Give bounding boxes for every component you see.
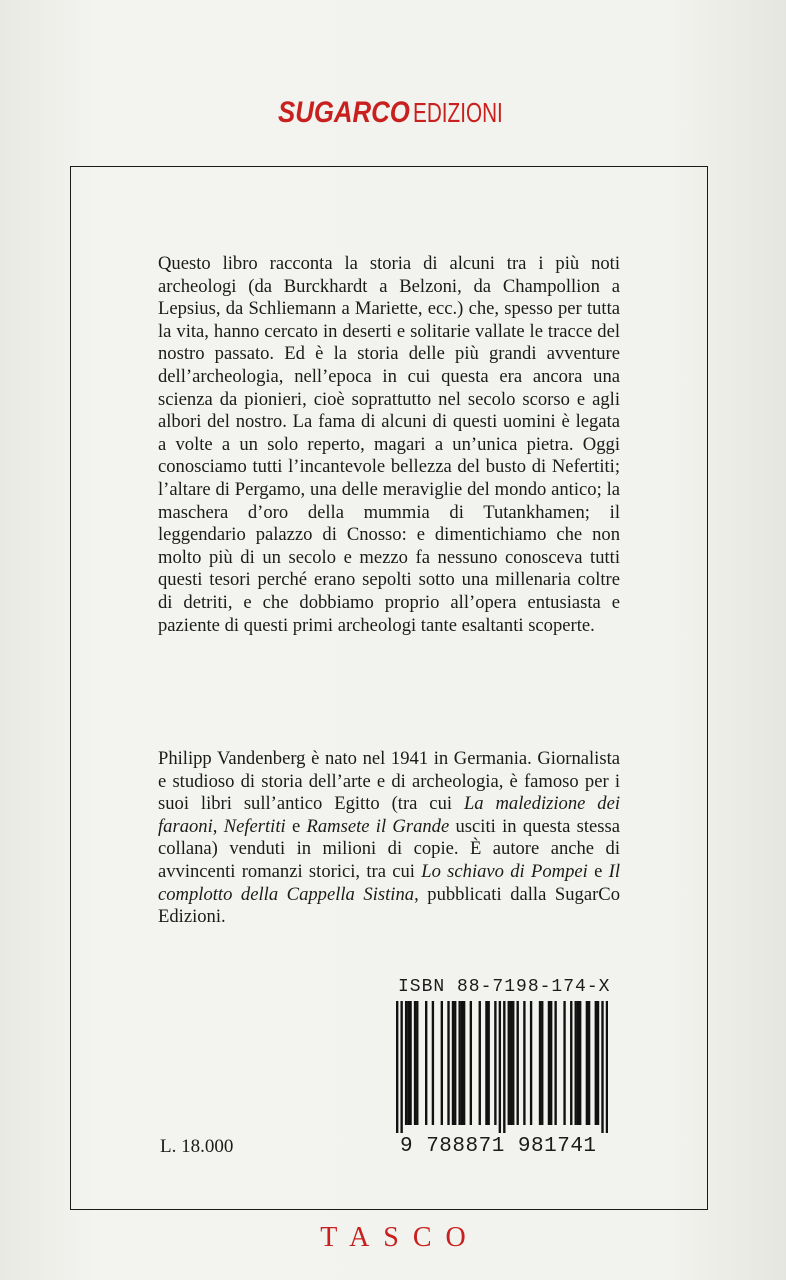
barcode-bar	[463, 1001, 465, 1125]
barcode-bar	[550, 1001, 552, 1125]
ean-digits: 9 788871 981741	[400, 1135, 597, 1158]
book-title: La maledizione dei faraoni	[158, 793, 620, 837]
barcode-bar	[405, 1001, 407, 1125]
book-title: Il complotto della Cappella Sistina	[158, 860, 620, 905]
barcode-bar	[499, 1001, 501, 1133]
barcode-bar	[577, 1001, 579, 1125]
barcode-bar	[606, 1001, 608, 1133]
publisher-logo	[278, 96, 535, 136]
barcode-bar	[503, 1001, 505, 1133]
barcode-bar	[414, 1001, 416, 1125]
series-name: TASCO	[320, 1222, 480, 1253]
book-title: Lo schiavo di Pompei	[421, 860, 588, 882]
book-title: Ramsete il Grande	[306, 815, 450, 837]
barcode-bar	[508, 1001, 510, 1125]
barcode-bar	[458, 1001, 460, 1125]
barcode-bar	[595, 1001, 597, 1125]
price: L. 18.000	[160, 1136, 234, 1157]
book-title: Nefertiti	[223, 815, 286, 837]
author-bio	[158, 748, 620, 929]
barcode-bar	[479, 1001, 481, 1125]
publisher-logo-light: EDIZIONI	[413, 97, 504, 128]
barcode-bar	[579, 1001, 581, 1125]
book-description: Questo libro racconta la storia di alcuni tra i più noti archeologi (da Burckhardt a Belzoni, da Champollion a Lepsius, da Schliemann a Mariette, ecc.) che, spesso per tutta la vita, hanno cercato in deserti e solitarie vallate le tracce del nostro passato. Ed è la storia delle più grandi avventure dell’archeologia, nell’epoca in cui questa era ancora una scienza da pionieri, cioè soprattutto nel secolo scorso e agli albori del nostro. La fama di alcuni di questi uomini è legata a volte a un solo reperto, magari a un’unica pietra. Oggi conosciamo tutti l’incantevole bellezza del busto di Nefertiti; l’altare di Pergamo, una delle meraviglie del mondo antico; la maschera d’oro della mummia di Tutankhamen; il leggendario palazzo di Cnosso: e dimentichiamo che non molto più di un secolo e mezzo fa nessuno conosceva tutti questi tesori perché erano sepolti sotto una millenaria coltre di detriti, e che dobbiamo proprio all’opera entusiasta e paziente di questi primi archeologi tante esaltanti scoperte.	[158, 253, 620, 636]
barcode-bar	[487, 1001, 489, 1125]
barcode-bar	[554, 1001, 556, 1125]
barcode-bar	[570, 1001, 572, 1125]
barcode-bar	[530, 1001, 532, 1125]
barcode-bar	[548, 1001, 550, 1125]
barcode-bar	[512, 1001, 514, 1125]
barcode-bar	[441, 1001, 443, 1125]
barcode-bar	[541, 1001, 543, 1125]
publisher-logo-bold: SUGARCO	[278, 96, 410, 129]
barcode-bar	[494, 1001, 496, 1125]
isbn-number: ISBN 88-7198-174-X	[398, 977, 611, 997]
barcode-bar	[517, 1001, 519, 1125]
barcode-bar	[396, 1001, 398, 1133]
barcode-bar	[409, 1001, 411, 1125]
barcode-bar	[597, 1001, 599, 1125]
barcode-bar	[575, 1001, 577, 1125]
barcode-bar	[539, 1001, 541, 1125]
barcode-bar	[586, 1001, 588, 1125]
bio-text: e	[587, 860, 609, 882]
barcode-bar	[454, 1001, 456, 1125]
barcode-bar	[416, 1001, 418, 1125]
barcode-bar	[452, 1001, 454, 1125]
barcode-bar	[432, 1001, 434, 1125]
barcode-bar	[485, 1001, 487, 1125]
bio-text: ,	[212, 815, 224, 837]
barcode-bar	[523, 1001, 525, 1125]
bio-text: usciti in questa stessa collana) venduti in milioni di copie. È autore anche di avvincenti romanzi storici, tra cui	[158, 815, 620, 882]
barcode-bar	[425, 1001, 427, 1125]
barcode-bar	[563, 1001, 565, 1125]
barcode-bar	[447, 1001, 449, 1125]
barcode-bar	[588, 1001, 590, 1125]
barcode-bar	[510, 1001, 512, 1125]
bio-text: Philipp Vandenberg è nato nel 1941 in Germania. Giornalista e studioso di storia dell’arte e di archeologia, è famoso per i suoi libri sull’antico Egitto (tra cui	[158, 748, 620, 815]
barcode-bar	[461, 1001, 463, 1125]
bio-text: e	[285, 815, 307, 837]
barcode-bar	[407, 1001, 409, 1125]
barcode-bar	[400, 1001, 402, 1133]
barcode-bar	[601, 1001, 603, 1133]
bio-text: , pubblicati dalla SugarCo Edizioni.	[158, 883, 620, 928]
barcode-bar	[470, 1001, 472, 1125]
ean-barcode	[396, 1001, 608, 1133]
